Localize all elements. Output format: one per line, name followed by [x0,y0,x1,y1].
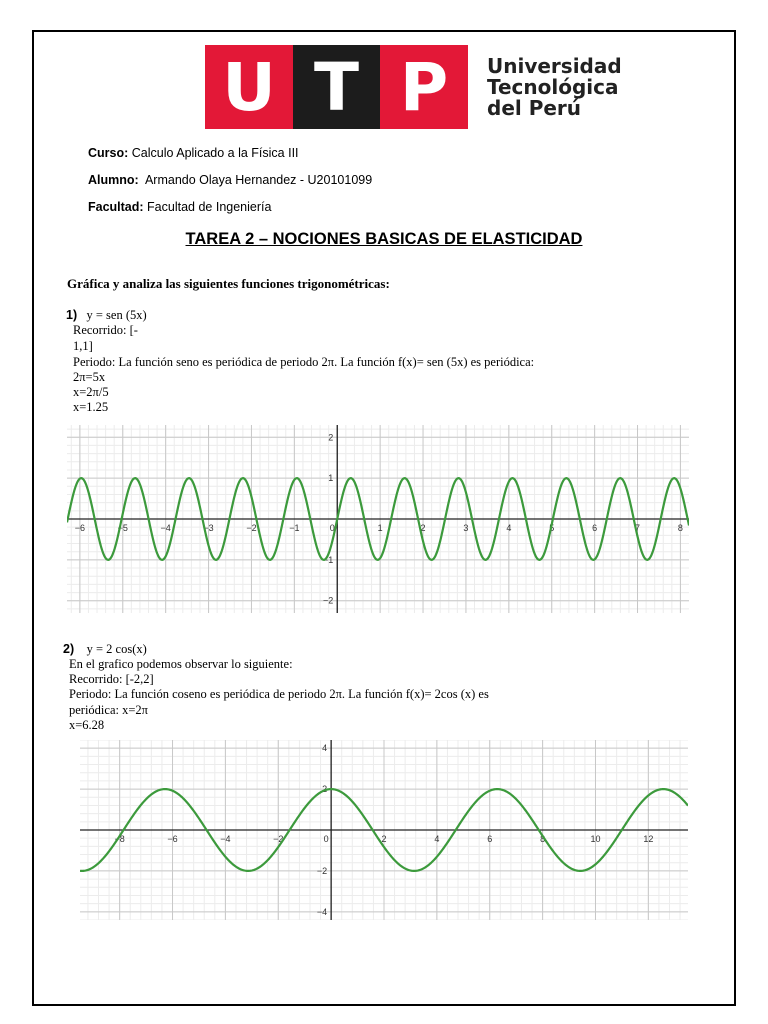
y-tick-label: 2 [328,432,334,443]
student-label: Alumno: [88,173,139,187]
section1-number: 1) [66,308,78,322]
x-tick-label: −5 [117,523,128,533]
university-name-line-1: Universidad [487,54,622,78]
y-tick-label: −2 [316,865,328,876]
x-tick-label: −8 [114,834,125,844]
section1-line-1: Recorrido: [- [73,323,138,337]
intro-text: Gráfica y analiza las siguientes funciones trigonométricas: [67,276,390,291]
x-tick-label: 4 [506,523,512,533]
x-tick-label: 10 [590,834,601,844]
y-tick-label: −4 [316,906,328,917]
section1-line-3: Periodo: La función seno es periódica de periodo 2π. La función f(x)= sen (5x) es periódica: [73,355,535,369]
section1-line-6: x=1.25 [73,400,109,414]
faculty-value: Facultad de Ingeniería [147,200,272,214]
section2-number: 2) [63,642,75,656]
section1-heading [66,307,147,323]
course-value: Calculo Aplicado a la Física III [131,146,299,160]
section1-line-4: 2π=5x [73,370,106,384]
y-tick-label: −1 [322,554,334,565]
x-tick-label: 6 [487,834,493,844]
x-tick-label: −4 [160,523,171,533]
section2-heading [63,641,147,657]
section2-line-3: Periodo: La función coseno es periódica de periodo 2π. La función f(x)= 2cos (x) es [69,687,489,701]
x-tick-label: −6 [74,523,86,533]
section2-line-4: periódica: x=2π [69,703,148,717]
x-tick-label: 2 [420,523,426,533]
x-tick-label: 8 [677,523,683,533]
section2-line-1: En el grafico podemos observar lo siguiente: [69,657,293,671]
utp-logo [205,45,622,129]
x-tick-label: −2 [273,834,284,844]
x-tick-label: 5 [549,523,555,533]
x-tick-label: −6 [167,834,178,844]
faculty-line [88,200,271,214]
x-tick-label: 4 [434,834,440,844]
student-line [88,173,372,187]
y-tick-label: 4 [322,743,328,754]
section2-function: y = 2 cos(x) [86,642,147,656]
section1-line-2: 1,1] [73,339,93,353]
x-tick-label: 0 [323,834,329,844]
x-tick-label: 0 [329,523,335,533]
section1-function: y = sen (5x) [86,308,147,322]
x-tick-label: −4 [220,834,231,844]
page-title: TAREA 2 – NOCIONES BASICAS DE ELASTICIDAD [185,230,583,248]
sin5x-chart [67,425,689,613]
y-tick-label: 2 [322,784,328,795]
university-name-line-2: Tecnológica [487,75,619,99]
x-tick-label: −3 [203,523,214,533]
x-tick-label: 7 [635,523,641,533]
course-label: Curso: [88,146,129,160]
university-name-line-3: del Perú [487,96,582,120]
x-tick-label: 3 [463,523,469,533]
logo-letter-t: T [293,45,380,129]
section2-line-2: Recorrido: [-2,2] [69,672,154,686]
logo-letter-p: P [380,45,468,129]
section2-line-5: x=6.28 [69,718,105,732]
y-tick-label: 1 [328,473,334,484]
2cosx-chart [80,740,688,920]
course-line [88,146,299,160]
faculty-label: Facultad: [88,200,144,214]
x-tick-label: 6 [592,523,598,533]
x-tick-label: −2 [246,523,257,533]
logo-letter-u: U [205,45,293,129]
student-value: Armando Olaya Hernandez - U20101099 [144,173,373,187]
x-tick-label: 2 [381,834,387,844]
section1-line-5: x=2π/5 [73,385,109,399]
x-tick-label: −1 [289,523,300,533]
x-tick-label: 1 [377,523,383,533]
x-tick-label: 12 [643,834,654,844]
x-tick-label: 8 [540,834,546,844]
y-tick-label: −2 [322,595,334,606]
